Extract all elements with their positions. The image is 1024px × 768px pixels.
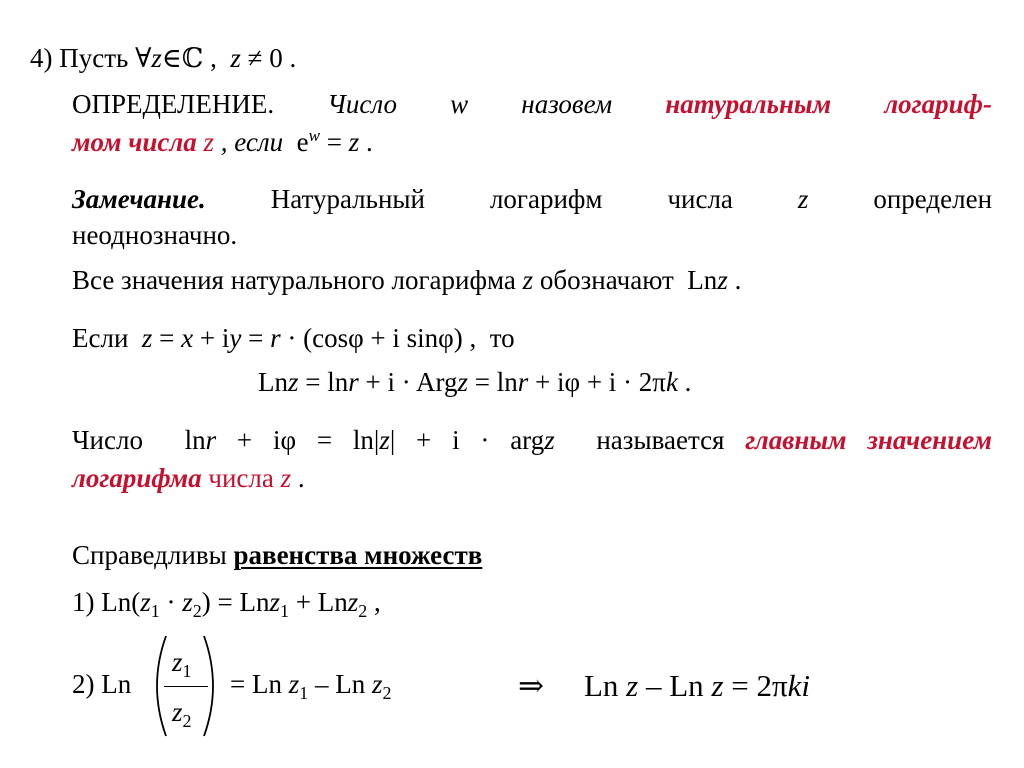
var-z: z bbox=[626, 668, 639, 703]
var-z: z bbox=[717, 265, 728, 295]
var-z: z bbox=[182, 587, 193, 617]
var-z: z bbox=[230, 43, 241, 73]
principal-value-line-2 bbox=[72, 462, 305, 494]
text: + i bbox=[193, 323, 230, 353]
subscript: 1 bbox=[150, 601, 160, 621]
var-z: z bbox=[269, 587, 280, 617]
text: = 2π bbox=[723, 668, 788, 703]
highlight-term: логариф- bbox=[884, 89, 992, 119]
exp-e: e bbox=[296, 127, 309, 157]
text: + i · Arg bbox=[358, 367, 458, 397]
text: логарифм bbox=[489, 184, 603, 214]
text: Справедливы bbox=[72, 540, 234, 570]
all-values-line bbox=[72, 264, 741, 296]
implication bbox=[518, 670, 810, 702]
var-k: k bbox=[665, 367, 678, 397]
equality-1 bbox=[72, 586, 381, 621]
text: числа bbox=[201, 463, 281, 493]
var-z: z bbox=[203, 127, 215, 157]
var-ki: ki bbox=[787, 668, 811, 703]
text: . bbox=[677, 367, 692, 397]
var-r: r bbox=[205, 425, 217, 455]
underlined-heading: равенства множеств bbox=[233, 540, 483, 570]
equality-2-rhs bbox=[230, 668, 392, 703]
highlight-term: главным значением bbox=[745, 425, 992, 455]
fraction-numerator bbox=[172, 646, 192, 681]
text: = bbox=[152, 323, 182, 353]
text: 1) Ln( bbox=[72, 587, 141, 617]
var-z: z bbox=[151, 43, 162, 73]
var-z: z bbox=[140, 587, 151, 617]
text: , bbox=[203, 43, 231, 73]
text: = ln bbox=[468, 367, 518, 397]
text: = ln bbox=[298, 367, 349, 397]
text: = Ln bbox=[230, 669, 289, 699]
in-symbol: ∈ bbox=[161, 43, 182, 73]
text: ) = Ln bbox=[201, 587, 270, 617]
var-z: z bbox=[544, 425, 555, 455]
text: , если bbox=[214, 127, 290, 157]
text: Число ln bbox=[72, 425, 206, 455]
text: | + i · arg bbox=[389, 425, 545, 455]
subscript: 2 bbox=[192, 601, 202, 621]
text: Если bbox=[72, 323, 142, 353]
var-z: z bbox=[797, 184, 809, 214]
var-z: z bbox=[379, 425, 390, 455]
var-x: x bbox=[181, 323, 194, 353]
text: + iφ + i · 2π bbox=[528, 367, 666, 397]
var-r: r bbox=[270, 323, 281, 353]
definition-line-1 bbox=[72, 88, 992, 120]
var-w: w bbox=[450, 89, 469, 119]
var-z: z bbox=[348, 127, 360, 157]
text: – Ln bbox=[308, 669, 372, 699]
ln-formula bbox=[258, 366, 691, 398]
var-z: z bbox=[522, 265, 534, 295]
var-z: z bbox=[172, 697, 183, 727]
if-line bbox=[72, 322, 515, 354]
text: 2) Ln bbox=[72, 669, 132, 699]
remark-line-2 bbox=[72, 219, 237, 251]
forall-symbol: ∀ bbox=[135, 43, 152, 73]
text: Ln bbox=[258, 367, 288, 397]
subscript: 1 bbox=[299, 683, 309, 703]
subscript: 1 bbox=[182, 661, 192, 681]
highlight-term: натуральным bbox=[665, 89, 832, 119]
text: Число bbox=[327, 89, 397, 119]
text: называется bbox=[554, 425, 746, 455]
var-r: r bbox=[517, 367, 529, 397]
text: 4) Пусть bbox=[30, 43, 136, 73]
text: = bbox=[319, 127, 349, 157]
text: числа bbox=[667, 184, 733, 214]
definition-line-2 bbox=[72, 126, 373, 158]
text: = bbox=[241, 323, 271, 353]
text: назовем bbox=[521, 89, 613, 119]
subscript: 2 bbox=[382, 683, 392, 703]
remark-line-1 bbox=[72, 183, 992, 215]
line-let-z bbox=[30, 42, 296, 74]
text: Натуральный bbox=[270, 184, 425, 214]
text: – Ln bbox=[638, 668, 712, 703]
text: . bbox=[359, 127, 373, 157]
remark-label: Замечание. bbox=[72, 184, 206, 214]
var-z: z bbox=[172, 647, 183, 677]
var-z: z bbox=[280, 463, 292, 493]
principal-value-line-1 bbox=[72, 424, 992, 456]
text: неоднозначно. bbox=[72, 220, 238, 250]
var-z: z bbox=[711, 668, 724, 703]
var-z: z bbox=[372, 669, 383, 699]
text: . bbox=[727, 265, 742, 295]
var-z: z bbox=[288, 367, 299, 397]
text: Все значения натурального логарифма bbox=[72, 265, 523, 295]
right-paren bbox=[200, 634, 224, 738]
text: + Ln bbox=[289, 587, 348, 617]
subscript: 1 bbox=[280, 601, 289, 621]
highlight-term: мом числа bbox=[72, 127, 197, 157]
subscript: 2 bbox=[358, 601, 368, 621]
set-equalities-heading bbox=[72, 539, 482, 571]
text: обозначают Ln bbox=[533, 265, 718, 295]
var-z: z bbox=[141, 323, 153, 353]
var-z: z bbox=[288, 669, 300, 699]
var-r: r bbox=[348, 367, 359, 397]
text: · bbox=[159, 587, 183, 617]
text: ≠ 0 . bbox=[240, 43, 297, 73]
fraction-denominator bbox=[172, 696, 192, 731]
equality-2-prefix bbox=[72, 668, 131, 700]
implies-arrow: ⇒ bbox=[518, 668, 544, 703]
text: Ln bbox=[583, 668, 627, 703]
text: · (cosφ + i sinφ) , то bbox=[280, 323, 515, 353]
var-z: z bbox=[457, 367, 469, 397]
subscript: 2 bbox=[182, 711, 192, 731]
text: . bbox=[291, 463, 305, 493]
definition-label: ОПРЕДЕЛЕНИЕ. bbox=[72, 89, 275, 119]
complex-set-symbol: ℂ bbox=[181, 43, 204, 73]
var-y: y bbox=[229, 323, 242, 353]
var-z: z bbox=[347, 587, 359, 617]
text: , bbox=[367, 587, 381, 617]
highlight-term: логарифма bbox=[72, 463, 202, 493]
text: определен bbox=[873, 184, 993, 214]
text: + iφ = ln| bbox=[216, 425, 380, 455]
exp-power: w bbox=[308, 126, 320, 145]
